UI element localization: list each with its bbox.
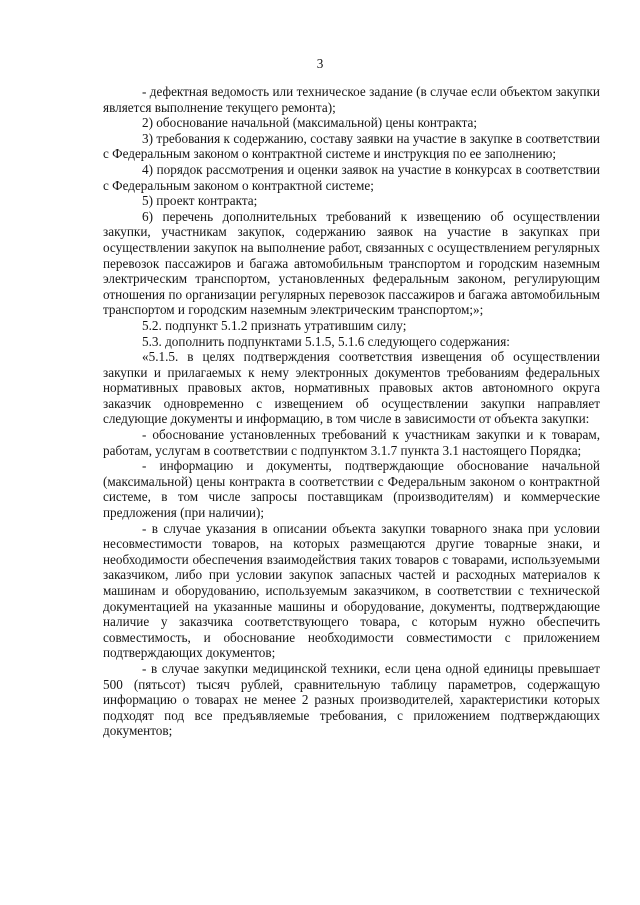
paragraph-item-5: 5) проект контракта; [142,193,258,209]
paragraph-bullet-trademark: - в случае указания в описании объекта закупки товарного знака при условии несовместимости товаров, на которых размещаются другие товарные знаки, и необходимости обеспечения взаимодействия таких товаров с товарами, используемыми заказчиком, либо при условии закупок запасных частей и расходных материалов к машинам и оборудованию, используемым заказчиком, в соответствии с технической документацией на указанные машины и оборудование, документы, подтверждающие наличие у заказчика соответствующего товара, с которым нужно обеспечить совместимость, и обоснование необходимости совместимости с приложением подтверждающих документов; [103,520,600,661]
paragraph-bullet-requirements: - обоснование установленных требований к участникам закупки и к товарам, работам, услугам в соответствии с подпунктом 3.1.7 пункта 3.1 настоящего Порядка; [103,427,600,458]
paragraph-item-2: 2) обоснование начальной (максимальной) цены контракта; [142,115,478,131]
paragraph-defect-statement: - дефектная ведомость или техническое задание (в случае если объектом закупки является выполнение текущего ремонта); [103,84,600,115]
paragraph-item-4: 4) порядок рассмотрения и оценки заявок на участие в конкурсах в соответствии с Федеральным законом о контрактной системе; [103,161,600,193]
paragraph-bullet-price-justification: - информацию и документы, подтверждающие обоснование начальной (максимальной) цены контракта в соответствии с Федеральным законом о контрактной системе, в том числе запросы поставщикам (производителям) и коммерческие предложения (при наличии); [103,458,600,521]
paragraph-item-6: 6) перечень дополнительных требований к извещению об осуществлении закупки, участникам закупок, содержанию заявок на участие в закупках при осуществлении закупок на выполнение работ, связанных с осуществлением регулярных перевозок пассажиров и багажа автомобильным транспортом и городским наземным электрическим транспортом, установленных федеральным законом, регулирующим отношения по организации регулярных перевозок пассажиров и багажа автомобильным транспортом и городским наземным электрическим транспортом;»; [103,208,600,318]
paragraph-5-3: 5.3. дополнить подпунктами 5.1.5, 5.1.6 следующего содержания: [142,333,510,349]
paragraph-item-3: 3) требования к содержанию, составу заявки на участие в закупке в соответствии с Федеральным законом о контрактной системе и инструкция по ее заполнению; [103,130,600,162]
paragraph-5-1-5: «5.1.5. в целях подтверждения соответствия извещения об осуществлении закупки и прилагаемых к нему электронных документов требованиям федеральных нормативных правовых актов, нормативных правовых актов автономного округа заказчик одновременно с извещением об осуществлении закупки направляет следующие документы и информацию, в том числе в зависимости от объекта закупки: [103,349,600,427]
paragraph-5-2: 5.2. подпункт 5.1.2 признать утратившим силу; [142,317,407,333]
document-body [103,84,600,739]
paragraph-bullet-medical-equipment: - в случае закупки медицинской техники, если цена одной единицы превышает 500 (пятьсот) тысяч рублей, сравнительную таблицу параметров, содержащую информацию о товарах не менее 2 разных производителей, характеристики которых подходят под все предъявляемые требования, с приложением подтверждающих документов; [103,660,600,739]
page-number: 3 [316,56,324,71]
